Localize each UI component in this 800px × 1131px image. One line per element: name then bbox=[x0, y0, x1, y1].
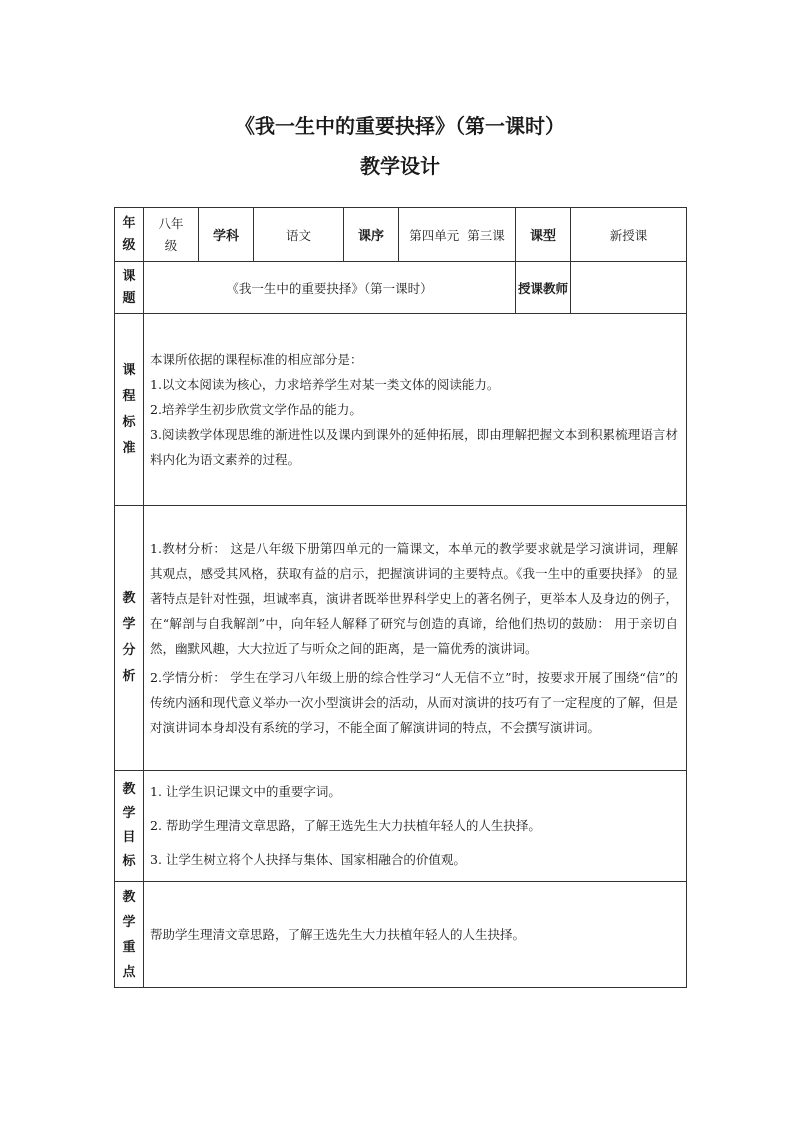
focus-text: 帮助学生理清文章思路，了解王选先生大力扶植年轻人的人生抉择。 bbox=[150, 927, 526, 942]
standards-item: 1.以文本阅读为核心，力求培养学生对某一类文体的阅读能力。 bbox=[150, 377, 500, 392]
goal-item: 3. 让学生树立将个人抉择与集体、国家相融合的价值观。 bbox=[150, 852, 466, 867]
goals-label: 教 学 目 标 bbox=[115, 771, 144, 882]
topic-row bbox=[115, 262, 687, 314]
standards-label: 课 程 标 准 bbox=[115, 314, 144, 506]
standards-intro: 本课所依据的课程标准的相应部分是： bbox=[150, 352, 363, 367]
goal-item: 2. 帮助学生理清文章思路，了解王选先生大力扶植年轻人的人生抉择。 bbox=[150, 818, 541, 833]
standards-content bbox=[144, 314, 687, 506]
order-value: 第四单元 第三课 bbox=[399, 208, 516, 262]
subject-value: 语文 bbox=[254, 208, 344, 262]
type-label: 课型 bbox=[516, 208, 571, 262]
teacher-label: 授课教师 bbox=[516, 262, 571, 314]
goal-item: 1. 让学生识记课文中的重要字词。 bbox=[150, 784, 341, 799]
topic-label: 课 题 bbox=[115, 262, 144, 314]
student-analysis: 2.学情分析： 学生在学习八年级上册的综合性学习“人无信不立”时，按要求开展了围绕“信”的传统内涵和现代意义举办一次小型演讲会的活动，从而对演讲的技巧有了一定程度的了解，但是对演讲词本身却没有系统的学习，不能全面了解演讲词的特点，不会撰写演讲词。 bbox=[150, 670, 678, 735]
goals-row bbox=[115, 771, 687, 882]
lesson-plan-table bbox=[114, 207, 687, 988]
focus-label: 教 学 重 点 bbox=[115, 882, 144, 988]
type-value: 新授课 bbox=[571, 208, 687, 262]
subject-label: 学科 bbox=[199, 208, 254, 262]
textbook-analysis: 1.教材分析： 这是八年级下册第四单元的一篇课文，本单元的教学要求就是学习演讲词，理解其观点，感受其风格，获取有益的启示，把握演讲词的主要特点。《我一生中的重要抉择》 的显著特点是针对性强，坦诚率真，演讲者既举世界科学史上的著名例子，更举本人及身边的例子，在“解剖与自我解剖”中，向年轻人解释了研究与创造的真谛，给他们热切的鼓励： 用于亲切自然，幽默风趣，大大拉近了与听众之间的距离，是一篇优秀的演讲词。 bbox=[150, 541, 678, 656]
info-row bbox=[115, 208, 687, 262]
page-subtitle: 教学设计 bbox=[360, 154, 440, 178]
analysis-content bbox=[144, 506, 687, 771]
goals-content bbox=[144, 771, 687, 882]
standards-row bbox=[115, 314, 687, 506]
analysis-label: 教 学 分 析 bbox=[115, 506, 144, 771]
standards-item: 3.阅读教学体现思维的渐进性以及课内到课外的延伸拓展，即由理解把握文本到积累梳理语言材料内化为语文素养的过程。 bbox=[150, 427, 678, 467]
focus-row bbox=[115, 882, 687, 988]
analysis-row bbox=[115, 506, 687, 771]
topic-value: 《我一生中的重要抉择》（第一课时） bbox=[144, 262, 516, 314]
page-title: 《我一生中的重要抉择》（第一课时） bbox=[235, 114, 565, 138]
order-label: 课序 bbox=[344, 208, 399, 262]
grade-value: 八年 级 bbox=[144, 208, 199, 262]
focus-content bbox=[144, 882, 687, 988]
teacher-value bbox=[571, 262, 687, 314]
grade-label: 年 级 bbox=[115, 208, 144, 262]
standards-item: 2.培养学生初步欣赏文学作品的能力。 bbox=[150, 402, 362, 417]
